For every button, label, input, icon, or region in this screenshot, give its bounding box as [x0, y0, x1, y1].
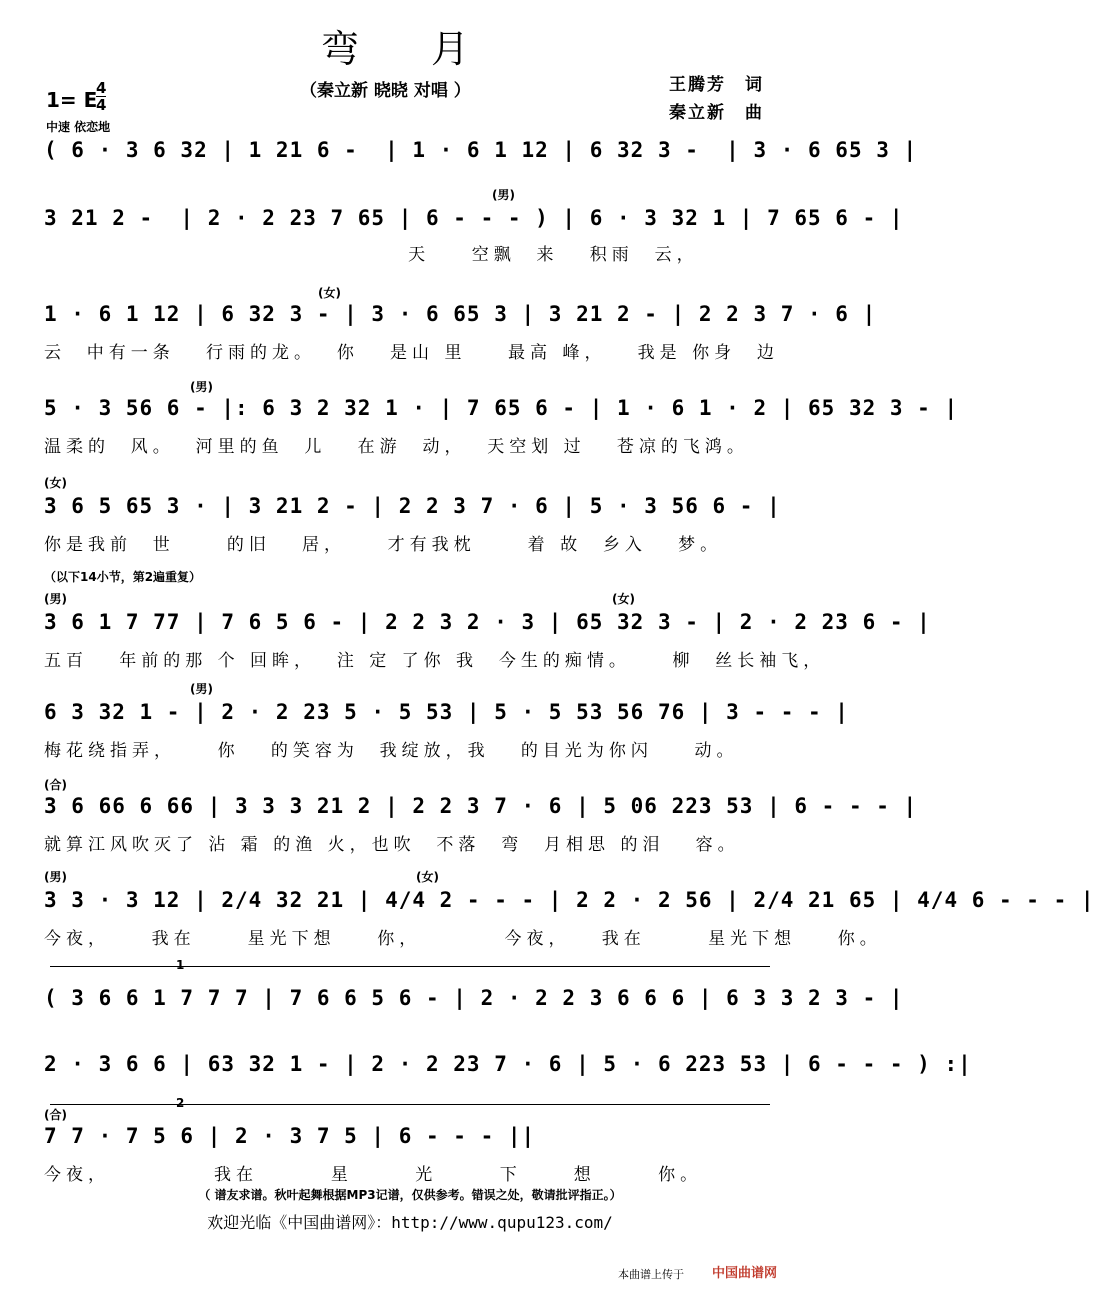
part-label: (合) — [44, 1108, 67, 1122]
tempo-marking: 中速 依恋地 — [46, 120, 111, 134]
part-label: (男) — [492, 188, 515, 202]
footer-note: （ 谱友求谱。秋叶起舞根据MP3记谱，仅供参考。错误之处，敬请批评指正。） — [198, 1188, 622, 1202]
notation-row-7: 6 3 32 1 - | 2 · 2 23 5 · 5 53 | 5 · 5 53 56 76 | 3 - - - | — [44, 700, 849, 724]
lyric-row-12: 今夜， 我在 星 光 下 想 你。 — [44, 1165, 703, 1185]
lyric-row-5: 你是我前 世 的旧 居， 才有我枕 着 故 乡入 梦。 — [44, 535, 723, 555]
lyric-row-3: 云 中有一条 行雨的龙。 你 是山 里 最高 峰， 我是 你身 边 — [44, 343, 779, 363]
notation-row-4: 5 · 3 56 6 - |: 6 3 2 32 1 · | 7 65 6 - | 1 · 6 1 · 2 | 65 32 3 - | — [44, 396, 959, 420]
part-label: (女) — [318, 286, 341, 300]
volta-2-label: 2 — [176, 1096, 185, 1110]
repeat-note: （以下14小节，第2遍重复） — [44, 570, 202, 584]
page-title: 弯 月 — [320, 27, 500, 71]
volta-2-bracket — [50, 1104, 770, 1105]
notation-row-8: 3 6 66 6 66 | 3 3 3 21 2 | 2 2 3 7 · 6 | 5 06 223 53 | 6 - - - | — [44, 794, 918, 818]
notation-row-12: 7 7 · 7 5 6 | 2 · 3 7 5 | 6 - - - || — [44, 1124, 536, 1148]
notation-row-2: 3 21 2 - | 2 · 2 23 7 65 | 6 - - - ) | 6 · 3 32 1 | 7 65 6 - | — [44, 206, 904, 230]
part-label: (男) — [44, 592, 67, 606]
notation-row-10: ( 3 6 6 1 7 7 7 | 7 6 6 5 6 - | 2 · 2 2 3 6 6 6 | 6 3 3 2 3 - | — [44, 986, 904, 1010]
site-logo: 中国曲谱网 — [712, 1266, 778, 1281]
lyric-row-8: 就算江风吹灭了 沾 霜 的渔 火，也吹 不落 弯 月相思 的泪 容。 — [44, 835, 740, 855]
volta-1-label: 1 — [176, 958, 185, 972]
notation-row-1: ( 6 · 3 6 32 | 1 21 6 - | 1 · 6 1 12 | 6 32 3 - | 3 · 6 65 3 | — [44, 138, 918, 162]
part-label: (男) — [44, 870, 67, 884]
time-top: 4 — [96, 79, 107, 97]
lyric-row-4: 温柔的 风。 河里的鱼 儿 在游 动， 天空划 过 苍凉的飞鸿。 — [44, 437, 749, 457]
footer-site[interactable]: 欢迎光临《中国曲谱网》：http://www.qupu123.com/ — [207, 1213, 613, 1232]
uploaded-label: 本曲谱上传于 — [618, 1268, 684, 1281]
lyric-row-7: 梅花绕指弄， 你 的笑容为 我绽放，我 的目光为你闪 动。 — [44, 741, 739, 761]
subtitle: （秦立新 晓晓 对唱 ） — [300, 81, 471, 101]
volta-1-bracket — [50, 966, 770, 967]
time-bottom: 4 — [96, 96, 107, 114]
notation-row-11: 2 · 3 6 6 | 63 32 1 - | 2 · 2 23 7 · 6 | 5 · 6 223 53 | 6 - - - ) :| — [44, 1052, 972, 1076]
part-label: (男) — [190, 682, 213, 696]
time-signature — [96, 80, 106, 113]
key-signature: 1= E — [46, 88, 98, 112]
part-label: (女) — [44, 476, 67, 490]
notation-row-6: 3 6 1 7 77 | 7 6 5 6 - | 2 2 3 2 · 3 | 65 32 3 - | 2 · 2 23 6 - | — [44, 610, 931, 634]
part-label: (女) — [416, 870, 439, 884]
composer: 秦立新 曲 — [669, 103, 764, 123]
part-label: (合) — [44, 778, 67, 792]
notation-row-5: 3 6 5 65 3 · | 3 21 2 - | 2 2 3 7 · 6 | 5 · 3 56 6 - | — [44, 494, 781, 518]
part-label: (女) — [612, 592, 635, 606]
notation-row-3: 1 · 6 1 12 | 6 32 3 - | 3 · 6 65 3 | 3 21 2 - | 2 2 3 7 · 6 | — [44, 302, 877, 326]
notation-row-9: 3 3 · 3 12 | 2/4 32 21 | 4/4 2 - - - | 2 2 · 2 56 | 2/4 21 65 | 4/4 6 - - - | — [44, 888, 1095, 912]
lyric-row-9: 今夜， 我在 星光下想 你， 今夜， 我在 星光下想 你。 — [44, 929, 882, 949]
lyric-row-6: 五百 年前的那 个 回眸， 注 定 了你 我 今生的痴情。 柳 丝长袖飞， — [44, 651, 826, 671]
lyric-row-2: 天 空飘 来 积雨 云， — [44, 245, 699, 265]
part-label: (男) — [190, 380, 213, 394]
lyricist: 王腾芳 词 — [669, 75, 764, 95]
